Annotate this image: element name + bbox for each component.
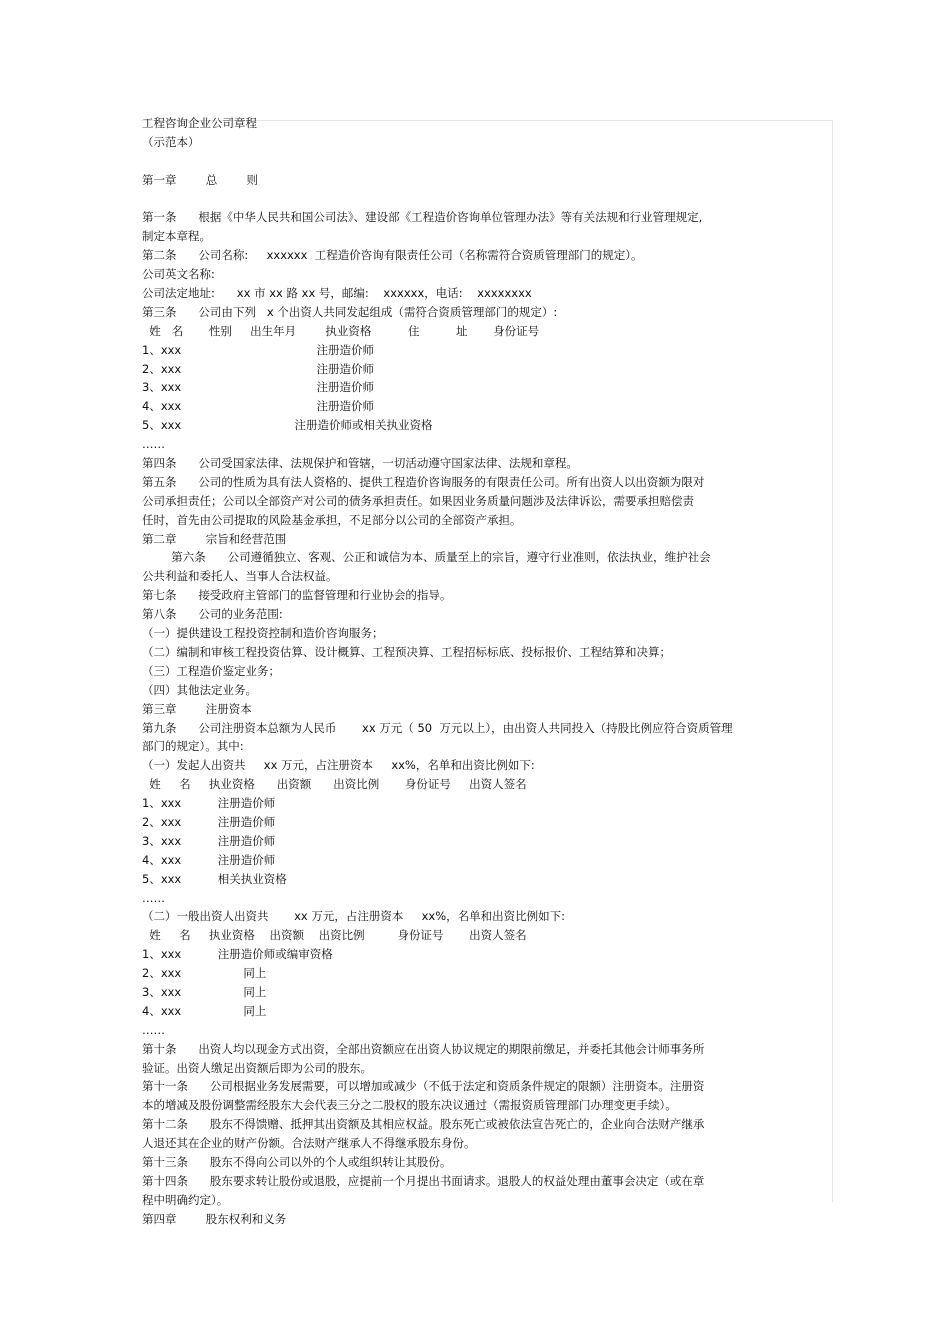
text-line: 第十二条 股东不得馈赠、抵押其出资额及其相应权益。股东死亡或被依法宣告死亡的，企业向合法财产继承 — [142, 1117, 705, 1132]
text-line: （一）发起人出资共 xx 万元，占注册资本 xx%，名单和出资比例如下: — [142, 758, 535, 773]
text-line: 4、xxx 同上 — [142, 1003, 267, 1018]
text-line: 第九条 公司注册资本总额为人民币 xx 万元（ 50 万元以上），由出资人共同投入（持股比例应符合资质管理 — [142, 720, 733, 735]
text-line: 任时，首先由公司提取的风险基金承担，不足部分以公司的全部资产承担。 — [142, 512, 522, 527]
text-line: 公共利益和委托人、当事人合法权益。 — [142, 569, 338, 584]
text-line: 第五条 公司的性质为具有法人资格的、提供工程造价咨询服务的有限责任公司。所有出资人以出资额为限对 — [142, 474, 705, 489]
text-line: 第二章 宗旨和经营范围 — [142, 531, 287, 546]
text-line: 姓 名 执业资格 出资额 出资比例 身份证号 出资人签名 — [142, 928, 527, 943]
text-line: 第十四条 股东要求转让股份或退股，应提前一个月提出书面请求。退股人的权益处理由董事会决定（或在章 — [142, 1173, 705, 1188]
text-line: …… — [142, 437, 165, 452]
text-line: （一）提供建设工程投资控制和造价咨询服务； — [142, 626, 384, 641]
text-line: 5、xxx 相关执业资格 — [142, 871, 287, 886]
chapter-heading: 第一章 总 则 — [142, 172, 258, 187]
text-line: 第二条 公司名称: xxxxxx 工程造价咨询有限责任公司（名称需符合资质管理部门的规定）。 — [142, 248, 643, 263]
text-line: 第六条 公司遵循独立、客观、公正和诚信为本、质量至上的宗旨，遵守行业准则，依法执业，维护社会 — [142, 550, 711, 565]
text-line: 本的增减及股份调整需经股东大会代表三分之二股权的股东决议通过（需报资质管理部门办理变更手续）。 — [142, 1098, 677, 1113]
text-line: 第十一条 公司根据业务发展需要，可以增加或减少（不低于法定和资质条件规定的限额）注册资本。注册资 — [142, 1079, 705, 1094]
text-line: （三）工程造价鉴定业务； — [142, 663, 280, 678]
text-line: 第四条 公司受国家法律、法规保护和管辖，一切活动遵守国家法律、法规和章程。 — [142, 456, 578, 471]
text-line: 4、xxx 注册造价师 — [142, 399, 374, 414]
text-line: 2、xxx 同上 — [142, 966, 267, 981]
text-line: 1、xxx 注册造价师 — [142, 342, 374, 357]
text-line: 人退还其在企业的财产份额。合法财产继承人不得继承股东身份。 — [142, 1136, 476, 1151]
text-line: …… — [142, 890, 165, 905]
document-title: 工程咨询企业公司章程 — [142, 116, 257, 130]
text-line: 第三条 公司由下列 x 个出资人共同发起组成（需符合资质管理部门的规定）: — [142, 304, 558, 319]
text-line: （四）其他法定业务。 — [142, 682, 257, 697]
text-line: 制定本章程。 — [142, 229, 211, 244]
text-line: 第十三条 股东不得向公司以外的个人或组织转让其股份。 — [142, 1154, 452, 1169]
text-line: 公司法定地址: xx 市 xx 路 xx 号，邮编: xxxxxx，电话: xxxxxxxx — [142, 286, 532, 301]
text-line: 第三章 注册资本 — [142, 701, 252, 716]
text-line: 姓 名 执业资格 出资额 出资比例 身份证号 出资人签名 — [142, 777, 527, 792]
text-line: 3、xxx 注册造价师 — [142, 380, 374, 395]
text-line: 1、xxx 注册造价师 — [142, 796, 276, 811]
text-line: 5、xxx 注册造价师或相关执业资格 — [142, 418, 433, 433]
document-lines — [142, 208, 822, 1228]
document-subtitle: （示范本） — [142, 134, 200, 149]
text-line: 第一条 根据《中华人民共和国公司法》、建设部《工程造价咨询单位管理办法》等有关法规和行业管理规定, — [142, 210, 703, 225]
text-line: 2、xxx 注册造价师 — [142, 361, 374, 376]
text-line: 第四章 股东权利和义务 — [142, 1211, 287, 1226]
text-line: （二）编制和审核工程投资估算、设计概算、工程预决算、工程招标标底、投标报价、工程结算和决算； — [142, 644, 671, 659]
text-line: 3、xxx 注册造价师 — [142, 833, 276, 848]
text-line: 第八条 公司的业务范围: — [142, 607, 283, 622]
text-line: 公司英文名称: — [142, 267, 215, 282]
text-line: 第十条 出资人均以现金方式出资，全部出资额应在出资人协议规定的期限前缴足，并委托其他会计师事务所 — [142, 1041, 705, 1056]
text-line: …… — [142, 1022, 165, 1037]
text-line: 1、xxx 注册造价师或编审资格 — [142, 947, 333, 962]
text-line: 公司承担责任；公司以全部资产对公司的债务承担责任。如果因业务质量问题涉及法律诉讼，需要承担赔偿责 — [142, 493, 694, 508]
text-line: 第七条 接受政府主管部门的监督管理和行业协会的指导。 — [142, 588, 452, 603]
text-line: 4、xxx 注册造价师 — [142, 852, 276, 867]
document-body — [142, 114, 822, 1229]
text-line: 2、xxx 注册造价师 — [142, 814, 276, 829]
text-line: 3、xxx 同上 — [142, 984, 267, 999]
text-line: 验证。出资人缴足出资额后即为公司的股东。 — [142, 1060, 372, 1075]
text-line: 姓 名 性别 出生年月 执业资格 住 址 身份证号 — [142, 323, 540, 338]
text-line: （二）一般出资人出资共 xx 万元，占注册资本 xx%，名单和出资比例如下: — [142, 909, 566, 924]
text-line: 程中明确约定）。 — [142, 1192, 229, 1207]
text-line: 部门的规定）。其中: — [142, 739, 244, 754]
